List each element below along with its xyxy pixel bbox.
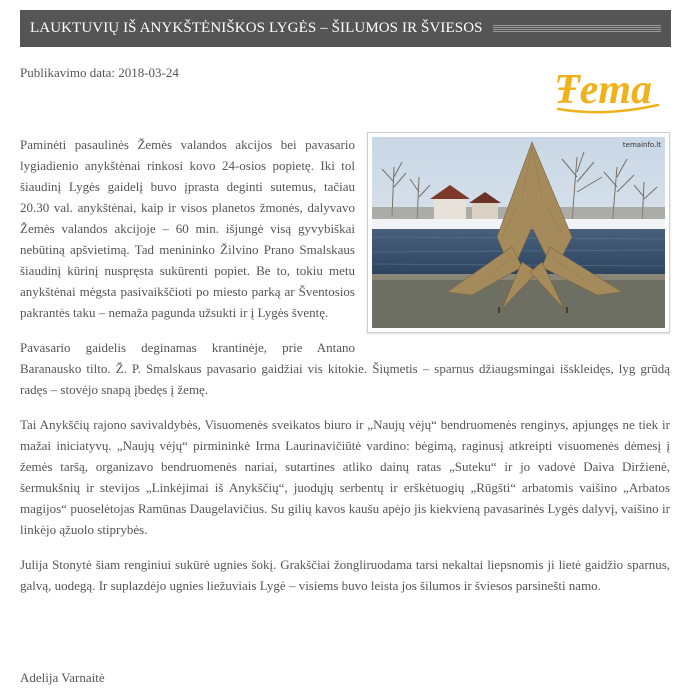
straw-sculpture-photo	[372, 137, 665, 328]
tema-logo-icon[interactable]	[550, 60, 665, 115]
publication-date: Publikavimo data: 2018-03-24	[20, 65, 179, 80]
article-title-bar	[20, 10, 671, 47]
paragraph-1: Paminėti pasaulinės Žemės valandos akcijos bei pavasario lygiadienio anykštėnai rinkosi kovo 24-osios popietę. Iki tol šiaudinį Lygės gaidelį buvo įprasta deginti sutemus, tačiau 20.30 val. anykštėnai, kaip ir visos planetos žmonės, dalyvavo Žemės valandos akcijoje – 60 min. išjungė visą gyvybiškai nebūtiną apšvietimą. Tad menininko Žilvino Prano Smalskaus šiaudinį kūrinį nuspręsta sukūrenti popiet. Be to, tokiu metu anykštėnai mėgsta pasivaikščioti po miesto parką ar Šventosios pakrantės taku – nemaža pagunda užsukti ir į Lygės šventę.	[20, 137, 355, 320]
paragraph-4: Julija Stonytė šiam renginiui sukūrė ugnies šokį. Grakščiai žongliruodama tarsi nekaltai liepsnomis ji lietė gaidžio sparnus, galvą, uodegą. Ir suplazdėjo ugnies liežuviais Lygė – visiems buvo leista jos šilumos ir šviesos parsinešti namo.	[20, 557, 670, 593]
article-title: LAUKTUVIŲ IŠ ANYKŠTĖNIŠKOS LYGĖS – ŠILUMOS IR ŠVIESOS	[30, 20, 483, 36]
photo-watermark: temainfo.lt	[622, 141, 661, 149]
article-body	[20, 134, 670, 610]
logo-text: Ŧema	[554, 67, 652, 113]
paragraph-3: Tai Anykščių rajono savivaldybės, Visuomenės sveikatos biuro ir „Naujų vėjų“ bendruomenės renginys, apjungęs ne tiek ir mažai iniciatyvų. „Naujų vėjų“ pirmininkė Irma Laurinavičiūtė vardino: bėgimą, raginusį atkreipti visuomenės dėmesį į žemės taršą, organizavo bendruomenės nariai, sutartines atliko dainų ratas „Suteku“ ir jo vadovė Daiva Diržienė, šermukšnių ir stevijos „Linkėjimai iš Anykščių“, juodųjų serbentų ir erškėtuogių „Rūgšti“ arbatomis vaišino „Arbatos magijos“ puoselėtojas Ramūnas Daugelavičius. Su gilių kavos kaušu apėjo jis kiekvieną pavasarinės Lygės dalyvį, vaišino ir linkėjo ąžuolo stiprybės.	[20, 417, 670, 537]
article-photo[interactable]	[367, 132, 670, 333]
paragraph-2: Pavasario gaidelis deginamas krantinėje, prie Antano Baranausko tilto. Ž. P. Smalskaus pavasario gaidžiai vis kitokie. Šiųmetis – sparnus džiaugsmingai išskleidęs, lyg grūdą radęs – stovėjo snapą įbedęs į žemę.	[20, 340, 670, 397]
title-decoration	[493, 25, 661, 32]
article-author: Adelija Varnaitė	[20, 670, 105, 685]
